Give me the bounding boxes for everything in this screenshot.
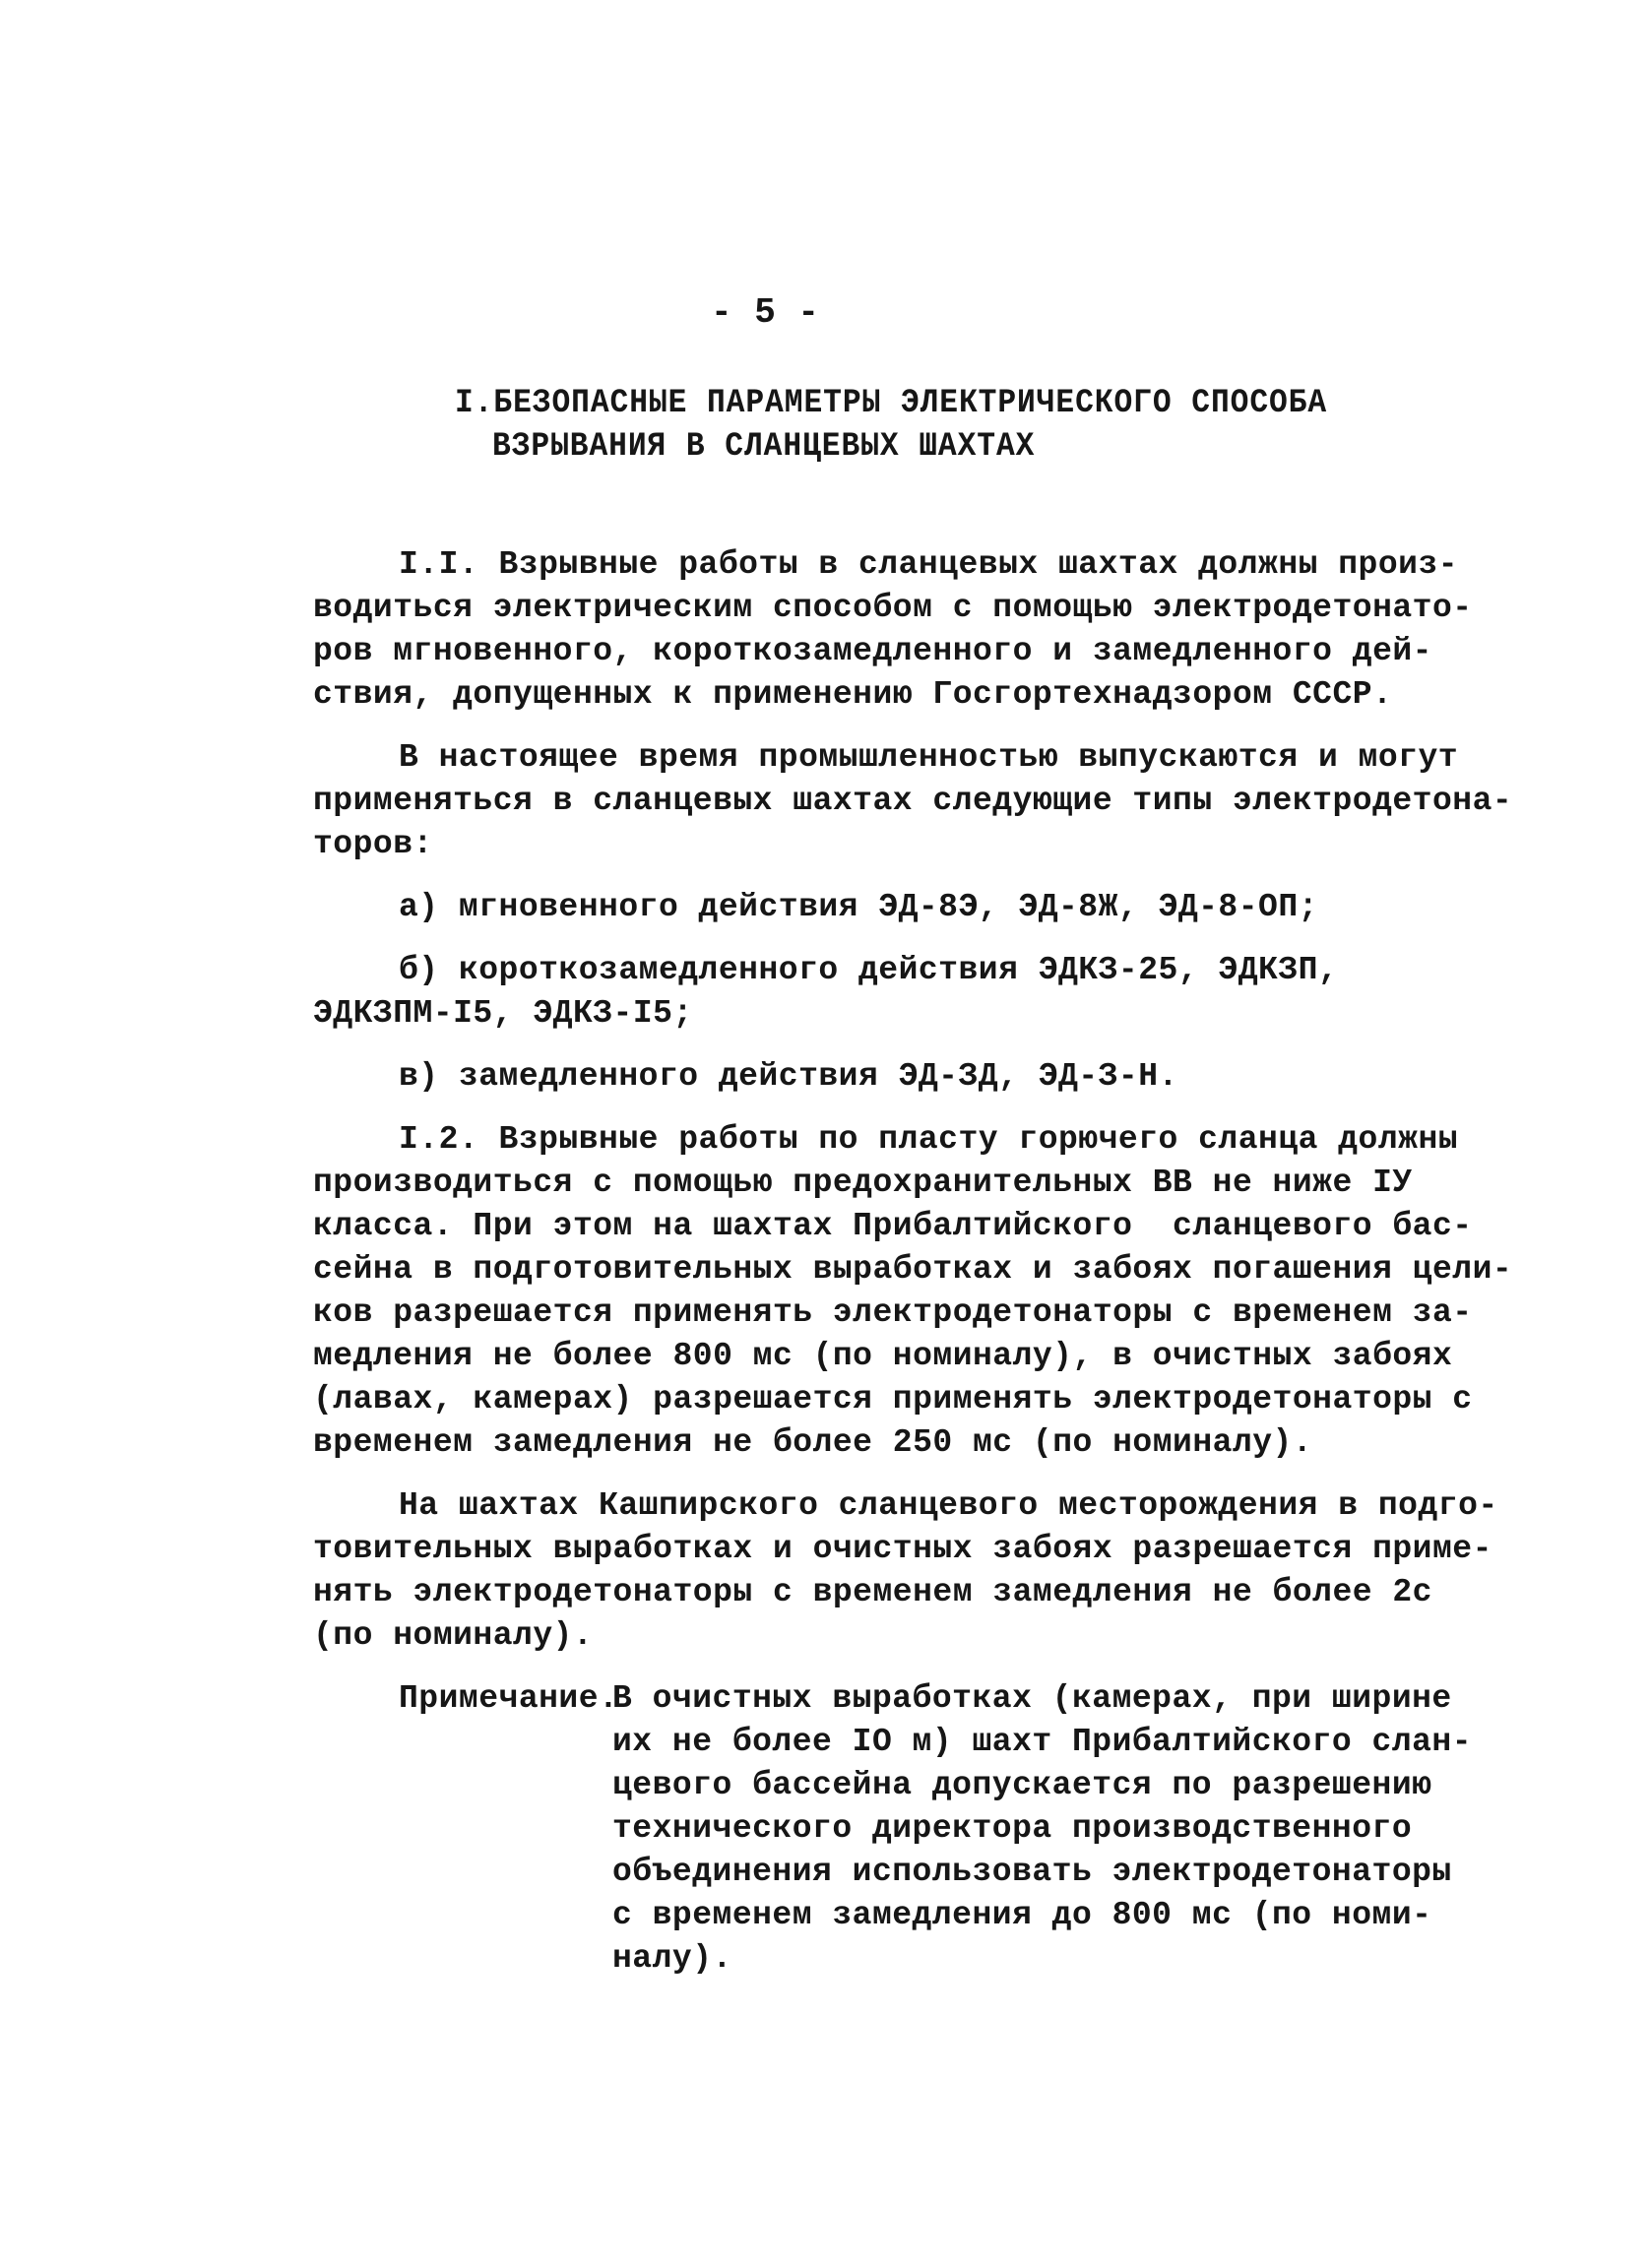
list-item-b-continuation: ЭДКЗПМ-I5, ЭДКЗ-I5;	[313, 995, 693, 1032]
paragraph-types-line: применяться в сланцевых шахтах следующие типы электродетона-	[313, 783, 1513, 819]
note-label: Примечание.	[399, 1680, 619, 1717]
note-line: объединения использовать электродетонаторы	[612, 1854, 1452, 1890]
paragraph-kashpir-line: На шахтах Кашпирского сланцевого месторождения в подго-	[399, 1487, 1498, 1524]
paragraph-1-1-line: ствия, допущенных к применению Госгортехнадзором СССР.	[313, 676, 1393, 713]
note-line: В очистных выработках (камерах, при ширине	[612, 1680, 1452, 1717]
paragraph-types-line: торов:	[313, 826, 433, 862]
note-line: их не более IO м) шахт Прибалтийского слан-	[612, 1724, 1473, 1760]
list-item-v: в) замедленного действия ЭД-ЗД, ЭД-З-Н.	[399, 1058, 1178, 1095]
list-item-b: б) короткозамедленного действия ЭДКЗ-25, ЭДКЗП,	[399, 952, 1339, 988]
page-number: - 5 -	[711, 292, 820, 333]
note-line: с временем замедления до 800 мс (по номи-	[612, 1897, 1432, 1933]
list-item-a: а) мгновенного действия ЭД-8Э, ЭД-8Ж, ЭД-8-ОП;	[399, 889, 1318, 925]
paragraph-1-2-line: I.2. Взрывные работы по пласту горючего сланца должны	[399, 1121, 1459, 1158]
paragraph-kashpir-line: нять электродетонаторы с временем замедления не более 2с	[313, 1574, 1432, 1610]
paragraph-1-1-line: I.I. Взрывные работы в сланцевых шахтах должны произ-	[399, 546, 1459, 583]
paragraph-kashpir-line: (по номиналу).	[313, 1617, 594, 1654]
paragraph-kashpir-line: товительных выработках и очистных забоях разрешается приме-	[313, 1531, 1492, 1567]
paragraph-1-2-line: сейна в подготовительных выработках и забоях погашения цели-	[313, 1251, 1513, 1288]
paragraph-1-1-line: водиться электрическим способом с помощью электродетонато-	[313, 590, 1473, 626]
paragraph-1-2-line: ков разрешается применять электродетонаторы с временем за-	[313, 1294, 1473, 1331]
note-line: цевого бассейна допускается по разрешению	[612, 1767, 1432, 1803]
note-line: налу).	[612, 1940, 732, 1977]
note-line: технического директора производственного	[612, 1810, 1413, 1847]
paragraph-1-2-line: класса. При этом на шахтах Прибалтийского сланцевого бас-	[313, 1208, 1473, 1244]
paragraph-1-2-line: (лавах, камерах) разрешается применять электродетонаторы с	[313, 1381, 1473, 1418]
paragraph-types-line: В настоящее время промышленностью выпускаются и могут	[399, 739, 1459, 776]
paragraph-1-2-line: временем замедления не более 250 мс (по номиналу).	[313, 1424, 1313, 1461]
paragraph-1-2-line: производиться с помощью предохранительных ВВ не ниже IУ	[313, 1165, 1413, 1201]
paragraph-1-2-line: медления не более 800 мс (по номиналу), в очистных забоях	[313, 1338, 1453, 1374]
section-heading-line-1: I.БЕЗОПАСНЫЕ ПАРАМЕТРЫ ЭЛЕКТРИЧЕСКОГО СПОСОБА	[455, 385, 1328, 422]
paragraph-1-1-line: ров мгновенного, короткозамедленного и замедленного дей-	[313, 633, 1432, 669]
section-heading-line-2: ВЗРЫВАНИЯ В СЛАНЦЕВЫХ ШАХТАХ	[492, 428, 1036, 466]
